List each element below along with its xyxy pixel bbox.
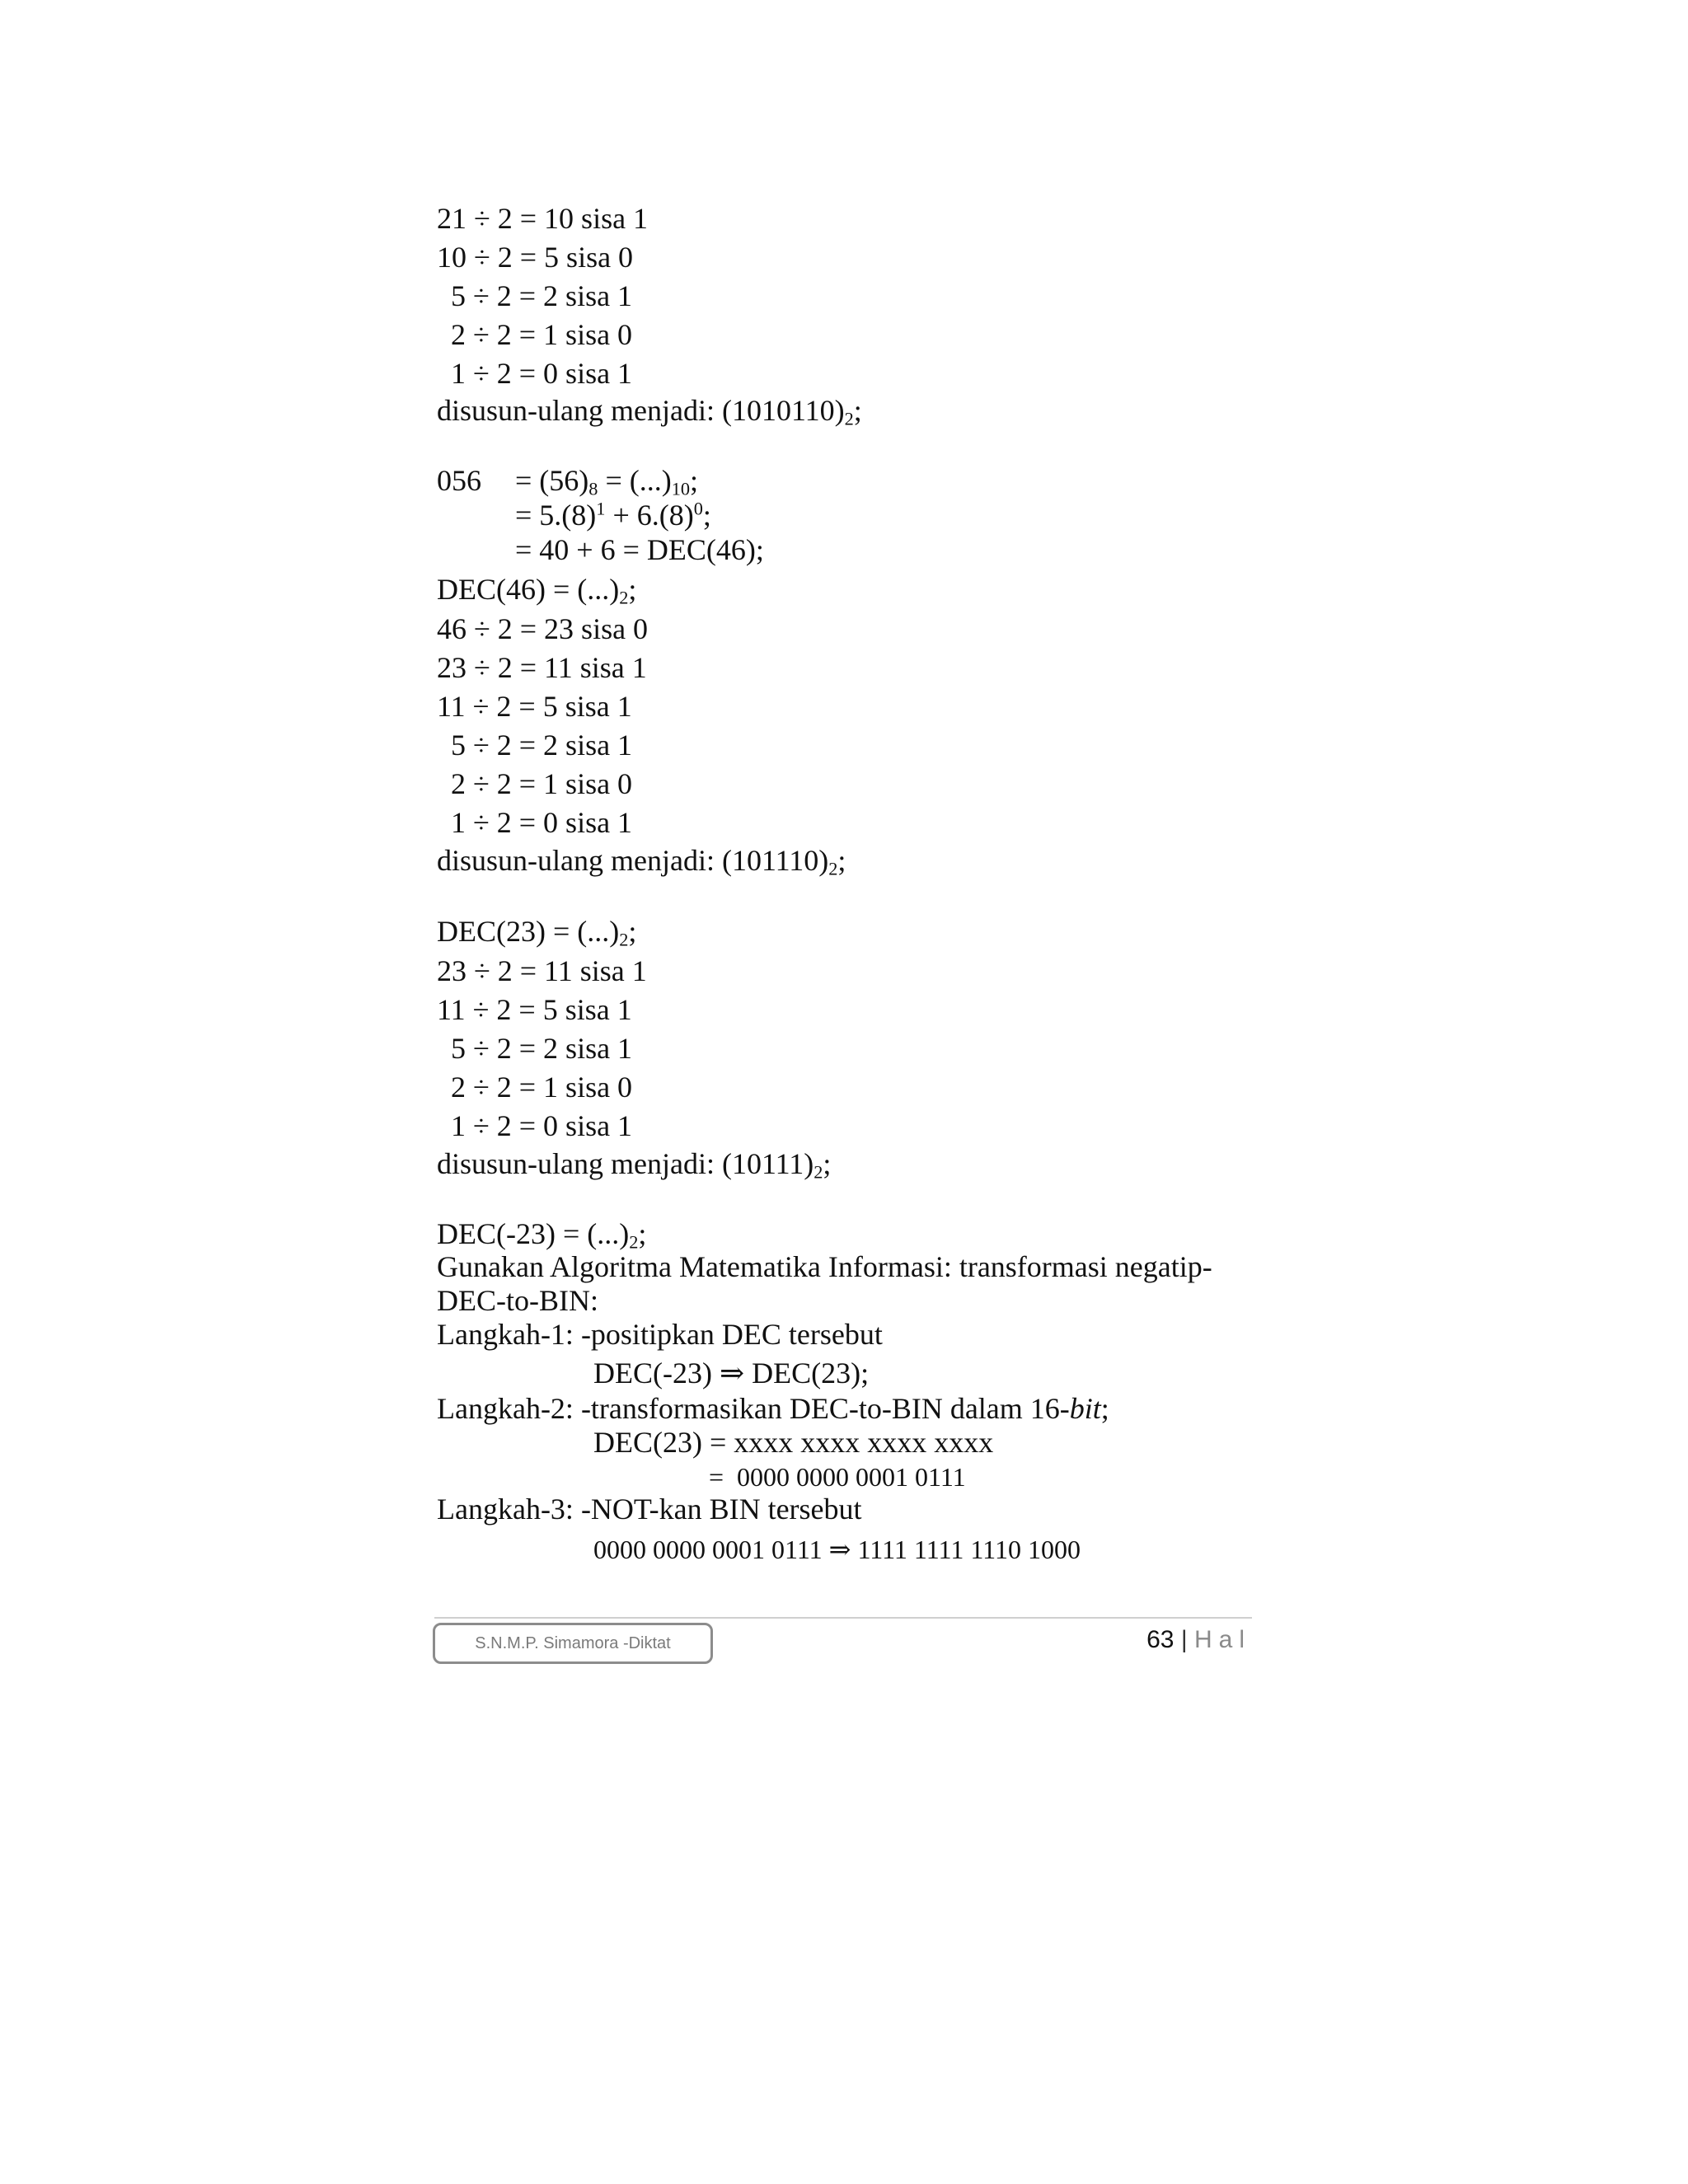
intro-line-2: DEC-to-BIN: [437,1284,598,1317]
calc-line: 2 ÷ 2 = 1 sisa 0 [451,318,633,351]
step-2-expr-2: = 0000 0000 0001 0111 [709,1462,966,1492]
octal-expr-1: = $(56)_8 = (...)_{10}$; [515,464,699,499]
page-separator: | [1180,1626,1188,1653]
step-3-expr: 0000 0000 0001 0111 ⇒ 1111 1111 1110 1000 [593,1535,1081,1564]
step-2-label: Langkah-2: -transformasikan DEC-to-BIN dalam 16-bit; [437,1392,1109,1425]
octal-expr-2: = $5.(8)^1 + 6.(8)^0$; [515,498,711,532]
page-hal-label: Hal [1193,1626,1251,1653]
footer-author-box [433,1623,713,1664]
calc-line: 11 ÷ 2 = 5 sisa 1 [437,690,632,723]
calc-line: 1 ÷ 2 = 0 sisa 1 [451,806,633,839]
octal-expr-3: = 40 + 6 = DEC(46); [515,533,764,566]
calc-line: 23 ÷ 2 = 11 sisa 1 [437,954,647,987]
calc-line: 5 ÷ 2 = 2 sisa 1 [451,729,633,762]
calc-line: 21 ÷ 2 = 10 sisa 1 [437,202,649,235]
step-1-expr: DEC(-23) ⇒ DEC(23); [593,1357,870,1390]
step-3-label: Langkah-3: -NOT-kan BIN tersebut [437,1493,862,1526]
result-line: disusun-ulang menjadi: $(101110)_2$; [437,844,846,879]
calc-line: 2 ÷ 2 = 1 sisa 0 [451,1071,633,1104]
calc-line: 2 ÷ 2 = 1 sisa 0 [451,767,633,800]
calc-line: 5 ÷ 2 = 2 sisa 1 [451,1032,633,1065]
footer-author: S.N.M.P. Simamora -Diktat [475,1634,671,1652]
result-line: disusun-ulang menjadi: $(1010110)_2$; [437,394,862,429]
result-line: disusun-ulang menjadi: $(10111)_2$; [437,1147,832,1183]
page-number-block [1146,1624,1251,1657]
calc-line: 46 ÷ 2 = 23 sisa 0 [437,612,649,645]
step-1-label: Langkah-1: -positipkan DEC tersebut [437,1318,883,1351]
dec-heading: $DEC(46) = (...)_2$; [437,573,637,608]
dec-heading: $DEC(-23) = (...)_2$; [437,1217,647,1253]
page-number: 63 [1146,1626,1175,1653]
calc-line: 11 ÷ 2 = 5 sisa 1 [437,993,632,1026]
dec-heading: $DEC(23) = (...)_2$; [437,915,637,950]
calc-line: 1 ÷ 2 = 0 sisa 1 [451,357,633,390]
calc-line: 23 ÷ 2 = 11 sisa 1 [437,651,647,684]
step-2-expr-1: DEC(23) = xxxx xxxx xxxx xxxx [593,1426,994,1459]
calc-line: 10 ÷ 2 = 5 sisa 0 [437,241,634,274]
calc-line: 5 ÷ 2 = 2 sisa 1 [451,279,633,312]
intro-line-1: Gunakan Algoritma Matematika Informasi: transformasi negatip- [437,1250,1212,1283]
footer-divider [434,1617,1252,1619]
octal-label: 056 [437,464,481,497]
calc-line: 1 ÷ 2 = 0 sisa 1 [451,1109,633,1142]
